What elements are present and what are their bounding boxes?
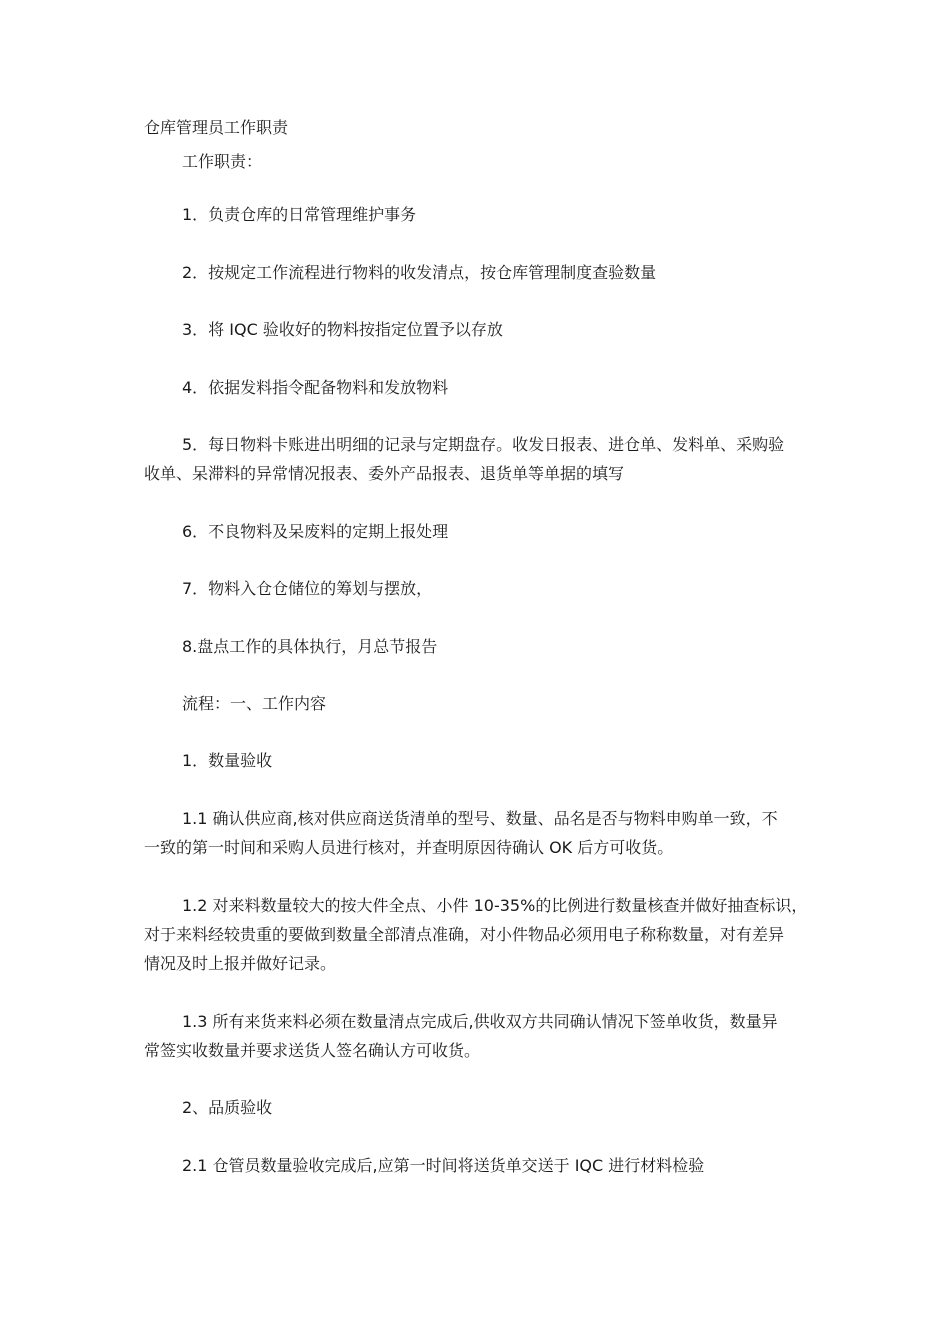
- item-2-1: 2.1 仓管员数量验收完成后,应第一时间将送货单交送于 IQC 进行材料检验: [182, 1156, 705, 1175]
- item-1-2-line-3: 情况及时上报并做好记录。: [144, 954, 337, 973]
- duty-item-1: 1．负责仓库的日常管理维护事务: [182, 205, 417, 224]
- section-2-heading: 2、品质验收: [182, 1098, 273, 1117]
- item-1-1-line-1: 1.1 确认供应商,核对供应商送货清单的型号、数量、品名是否与物料申购单一致，不: [182, 809, 778, 828]
- duty-item-5-line-1: 5．每日物料卡账进出明细的记录与定期盘存。收发日报表、进仓单、发料单、采购验: [182, 435, 785, 454]
- duties-heading: 工作职责：: [182, 152, 263, 171]
- document-title: 仓库管理员工作职责: [144, 118, 289, 137]
- item-1-1-line-2: 一致的第一时间和采购人员进行核对，并查明原因待确认 OK 后方可收货。: [144, 838, 674, 857]
- process-heading: 流程：一、工作内容: [182, 694, 327, 713]
- duty-item-4: 4．依据发料指令配备物料和发放物料: [182, 378, 449, 397]
- item-1-3-line-2: 常签实收数量并要求送货人签名确认方可收货。: [144, 1041, 481, 1060]
- item-1-3-line-1: 1.3 所有来货来料必须在数量清点完成后,供收双方共同确认情况下签单收货，数量异: [182, 1012, 778, 1031]
- duty-item-7: 7．物料入仓仓储位的筹划与摆放，: [182, 579, 433, 598]
- duty-item-3: 3．将 IQC 验收好的物料按指定位置予以存放: [182, 320, 503, 339]
- item-1-2-line-1: 1.2 对来料数量较大的按大件全点、小件 10-35%的比例进行数量核查并做好抽查标识，: [182, 896, 808, 915]
- duty-item-6: 6．不良物料及呆废料的定期上报处理: [182, 522, 449, 541]
- duty-item-5-line-2: 收单、呆滞料的异常情况报表、委外产品报表、退货单等单据的填写: [144, 464, 625, 483]
- duty-item-2: 2．按规定工作流程进行物料的收发清点，按仓库管理制度查验数量: [182, 263, 657, 282]
- section-1-heading: 1．数量验收: [182, 751, 273, 770]
- duty-item-8: 8.盘点工作的具体执行，月总节报告: [182, 637, 438, 656]
- item-1-2-line-2: 对于来料经较贵重的要做到数量全部清点准确，对小件物品必须用电子称称数量，对有差异: [144, 925, 785, 944]
